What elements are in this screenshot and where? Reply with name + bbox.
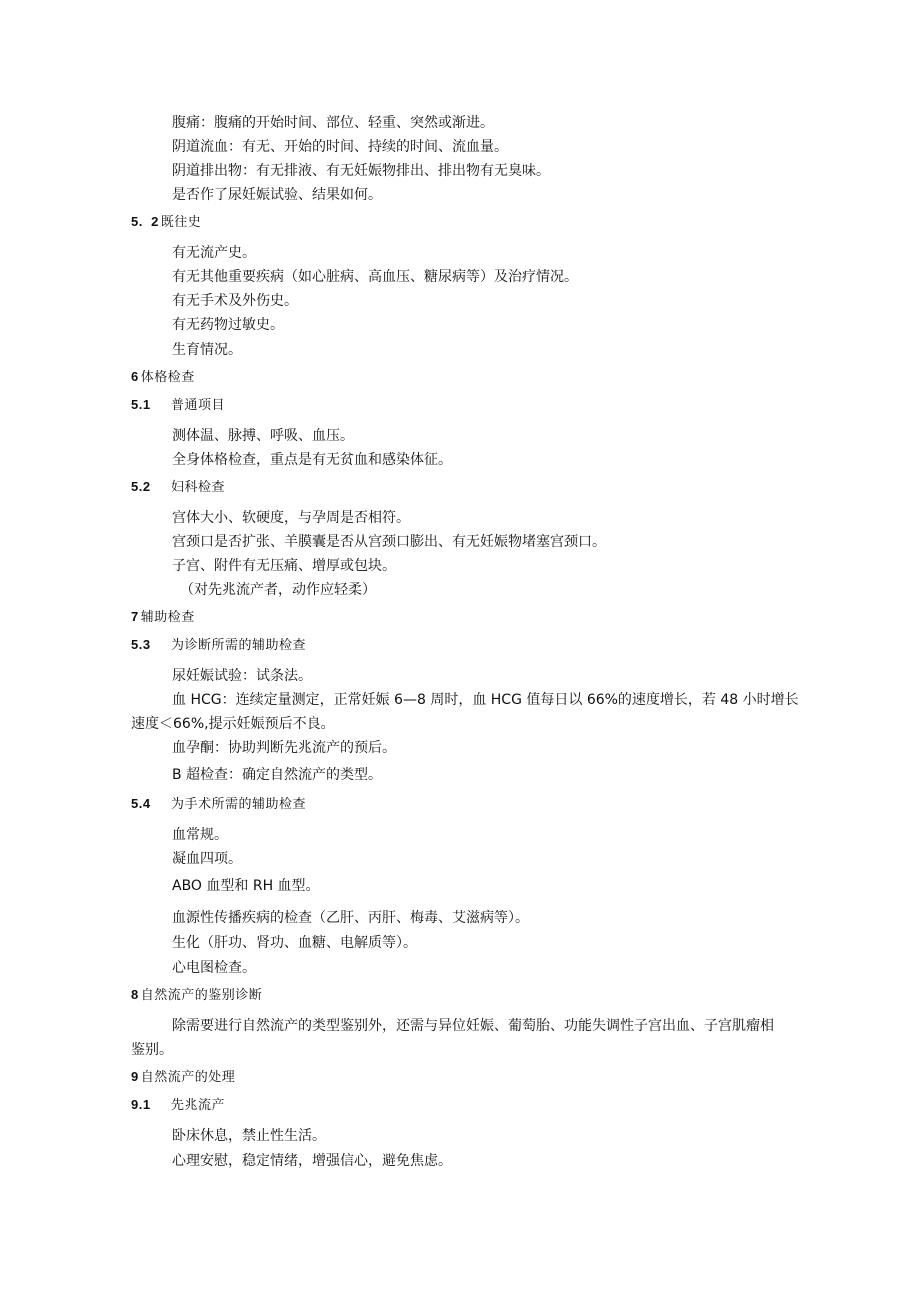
section-number: 7 <box>131 609 139 624</box>
paragraph-continuation: 速度＜66%,提示妊娠预后不良。 <box>131 716 335 732</box>
section-title: 为诊断所需的辅助检查 <box>171 638 307 653</box>
section-number: 5.3 <box>131 637 151 652</box>
paragraph-line: （对先兆流产者，动作应轻柔） <box>180 582 376 598</box>
section-number: 5.1 <box>131 397 151 412</box>
section-heading <box>131 1095 225 1116</box>
paragraph-line: ABO 血型和 RH 血型。 <box>172 878 320 894</box>
section-number: 9.1 <box>131 1097 151 1112</box>
section-heading <box>131 212 201 233</box>
paragraph-continuation: 鉴别。 <box>131 1042 173 1058</box>
paragraph-line: 有无流产史。 <box>172 245 256 261</box>
paragraph-line: 血孕酮：协助判断先兆流产的预后。 <box>172 740 396 756</box>
section-heading <box>131 1067 235 1088</box>
section-title: 既往史 <box>160 215 202 230</box>
paragraph-line: 生育情况。 <box>172 342 242 358</box>
section-heading <box>131 607 195 628</box>
paragraph-line: 血常规。 <box>172 827 228 843</box>
paragraph-line: 是否作了尿妊娠试验、结果如何。 <box>172 187 382 203</box>
section-number: 8 <box>131 987 139 1002</box>
section-number: 5.2 <box>131 479 151 494</box>
section-heading <box>131 477 225 498</box>
section-number: 5. 2 <box>131 214 159 229</box>
paragraph-line: 尿妊娠试验：试条法。 <box>172 668 312 684</box>
paragraph-line: 子宫、附件有无压痛、增厚或包块。 <box>172 558 396 574</box>
paragraph-line: 有无其他重要疾病（如心脏病、高血压、糖尿病等）及治疗情况。 <box>172 269 578 285</box>
section-title: 辅助检查 <box>140 610 195 625</box>
paragraph-line: 心理安慰，稳定情绪，增强信心，避免焦虑。 <box>172 1153 452 1169</box>
paragraph-line: 血源性传播疾病的检查（乙肝、丙肝、梅毒、艾滋病等）。 <box>172 910 529 926</box>
paragraph-line: 血 HCG：连续定量测定，正常妊娠 6—8 周时，血 HCG 值每日以 66%的速度增长，若 48 小时增长 <box>172 692 799 708</box>
paragraph-line: 腹痛：腹痛的开始时间、部位、轻重、突然或渐进。 <box>172 115 494 131</box>
section-title: 普通项目 <box>171 398 226 413</box>
paragraph-line: 阴道流血：有无、开始的时间、持续的时间、流血量。 <box>172 139 508 155</box>
section-heading <box>131 395 225 416</box>
section-title: 自然流产的鉴别诊断 <box>140 988 263 1003</box>
paragraph-line: 心电图检查。 <box>172 960 256 976</box>
paragraph-line: 宫颈口是否扩张、羊膜囊是否从宫颈口膨出、有无妊娠物堵塞宫颈口。 <box>172 534 606 550</box>
paragraph-line: 有无手术及外伤史。 <box>172 293 298 309</box>
paragraph-line: B 超检查：确定自然流产的类型。 <box>172 767 383 783</box>
section-title: 为手术所需的辅助检查 <box>171 797 307 812</box>
paragraph-line: 有无药物过敏史。 <box>172 317 284 333</box>
section-title: 体格检查 <box>140 370 195 385</box>
section-heading <box>131 635 306 656</box>
paragraph-line: 阴道排出物：有无排液、有无妊娠物排出、排出物有无臭味。 <box>172 163 550 179</box>
section-heading <box>131 367 195 388</box>
section-number: 9 <box>131 1069 139 1084</box>
paragraph-line: 卧床休息，禁止性生活。 <box>172 1128 326 1144</box>
paragraph-line: 除需要进行自然流产的类型鉴别外，还需与异位妊娠、葡萄胎、功能失调性子宫出血、子宫肌瘤相 <box>172 1018 774 1034</box>
section-number: 5.4 <box>131 796 151 811</box>
section-title: 先兆流产 <box>171 1098 226 1113</box>
paragraph-line: 凝血四项。 <box>172 851 242 867</box>
section-number: 6 <box>131 369 139 384</box>
paragraph-line: 宫体大小、软硬度，与孕周是否相符。 <box>172 510 410 526</box>
paragraph-line: 全身体格检查，重点是有无贫血和感染体征。 <box>172 452 452 468</box>
section-title: 妇科检查 <box>171 480 226 495</box>
section-heading <box>131 985 262 1006</box>
section-heading <box>131 794 306 815</box>
paragraph-line: 测体温、脉搏、呼吸、血压。 <box>172 428 354 444</box>
paragraph-line: 生化（肝功、肾功、血糖、电解质等）。 <box>172 935 417 951</box>
section-title: 自然流产的处理 <box>140 1070 236 1085</box>
